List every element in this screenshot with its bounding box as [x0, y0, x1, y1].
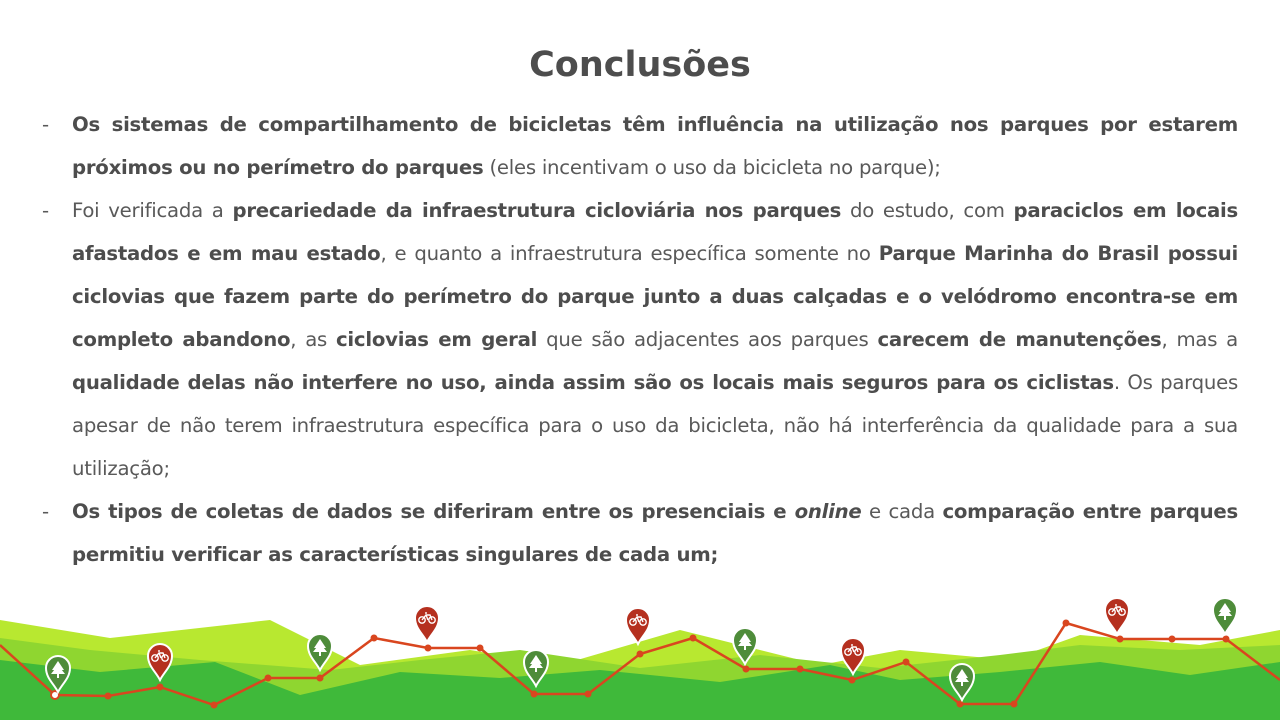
route-node — [1063, 620, 1070, 627]
route-node — [637, 651, 644, 658]
route-node — [903, 659, 910, 666]
bold-text-run: paraciclos em locais afastados e em mau estado — [72, 199, 1238, 265]
bold-text-run: Os sistemas de compartilhamento de bicicletas têm influência na utilização nos parques por estarem próximos ou no perímetro do parques — [72, 113, 1238, 179]
route-node — [1223, 636, 1230, 643]
bold-text-run: precariedade da infraestrutura cicloviária nos parques — [232, 199, 842, 222]
route-node — [317, 675, 324, 682]
route-node — [265, 675, 272, 682]
bold-text-run: ciclovias em geral — [336, 328, 538, 351]
route-node — [211, 702, 218, 709]
bullet-marker: - — [42, 199, 49, 222]
text-run: e cada — [861, 500, 943, 523]
route-node — [531, 691, 538, 698]
bullet-item — [40, 490, 1238, 576]
bold-text-run: comparação entre parques permitiu verificar as características singulares de cada um; — [72, 500, 1238, 566]
text-run: (eles incentivam o uso da bicicleta no parque); — [483, 156, 941, 179]
route-node — [477, 645, 484, 652]
bullet-marker: - — [42, 500, 49, 523]
route-node — [849, 677, 856, 684]
route-node — [743, 666, 750, 673]
slide-title: Conclusões — [529, 45, 751, 85]
text-run: , mas a — [1161, 328, 1238, 351]
bike-pin-icon — [415, 606, 439, 642]
route-node — [371, 635, 378, 642]
route-node — [157, 684, 164, 691]
bold-text-run: online — [794, 500, 862, 523]
tree-pin-icon — [1213, 598, 1237, 634]
route-node — [957, 701, 964, 708]
route-node — [1169, 636, 1176, 643]
text-run: Foi verificada a — [72, 199, 233, 222]
bullet-text — [72, 113, 1238, 179]
bold-text-run: carecem de manutenções — [877, 328, 1162, 351]
bullet-list — [40, 103, 1238, 576]
bike-pin-icon — [1105, 598, 1129, 634]
bullet-text — [72, 500, 1238, 566]
text-run: , as — [290, 328, 337, 351]
bold-text-run: qualidade delas não interfere no uso, ainda assim são os locais mais seguros para os ciclistas — [72, 371, 1114, 394]
bold-text-run: Parque Marinha do Brasil possui ciclovias que fazem parte do perímetro do parque junto a duas calçadas e o velódromo encontra-se em completo abandono — [72, 242, 1239, 351]
bullet-item — [40, 103, 1238, 189]
route-node — [797, 666, 804, 673]
text-run: do estudo, com — [841, 199, 1014, 222]
route-node — [1011, 701, 1018, 708]
route-node — [690, 635, 697, 642]
bullet-marker: - — [42, 113, 49, 136]
text-run: . Os parques apesar de não terem infraestrutura específica para o uso da bicicleta, não há interferência da qualidade para a sua utilização; — [72, 371, 1238, 480]
bullet-text — [72, 199, 1238, 480]
route-node — [425, 645, 432, 652]
text-run: , e quanto a infraestrutura específica somente no — [380, 242, 879, 265]
route-node — [1117, 636, 1124, 643]
bold-text-run: Os tipos de coletas de dados se diferiram entre os presenciais e — [72, 500, 795, 523]
bike-pin-icon — [626, 608, 650, 644]
bullet-item — [40, 189, 1238, 490]
route-node — [105, 693, 112, 700]
landscape-illustration — [0, 590, 1280, 720]
route-node — [585, 691, 592, 698]
text-run: que são adjacentes aos parques — [537, 328, 878, 351]
